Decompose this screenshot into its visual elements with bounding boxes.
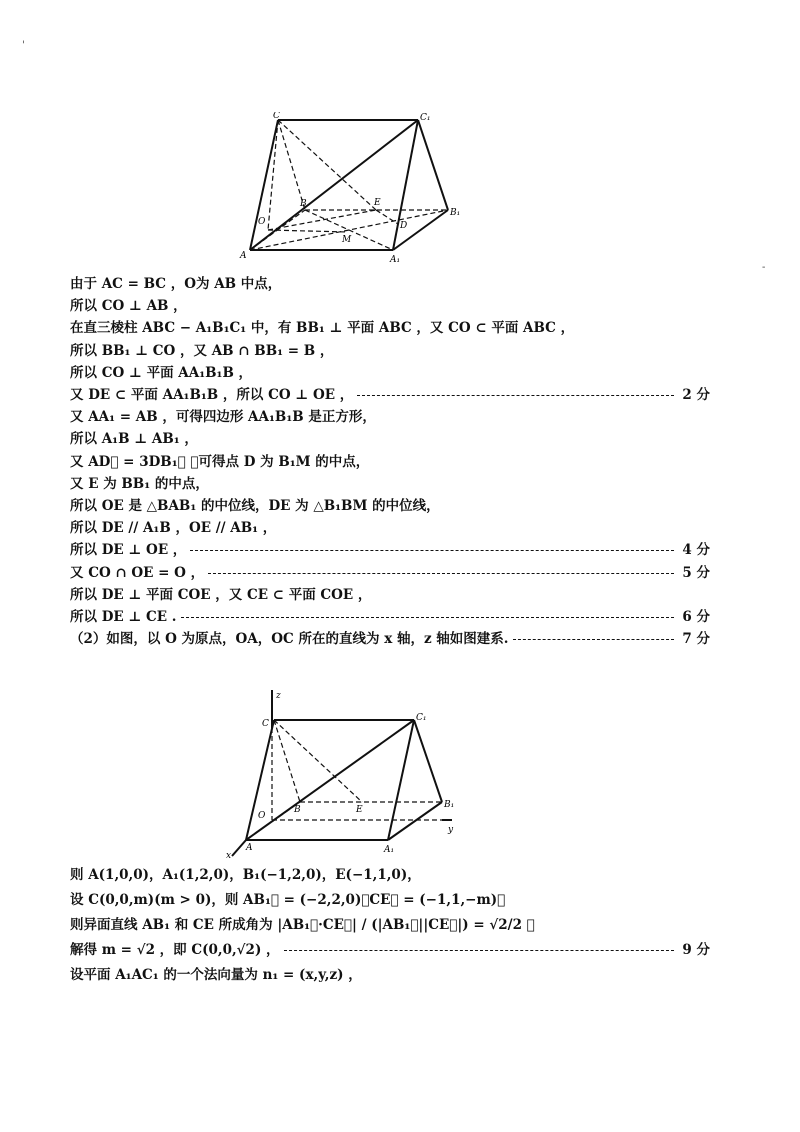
- label-A: A: [240, 251, 247, 261]
- solution-line: [70, 891, 710, 909]
- label-M: M: [342, 235, 352, 245]
- label-B1: B₁: [450, 208, 461, 218]
- score-mark: 4 分: [682, 542, 710, 559]
- label-B: B: [294, 805, 301, 815]
- label-O: O: [258, 811, 266, 821]
- scan-mark: -: [762, 262, 766, 273]
- label-C1: C₁: [416, 713, 427, 723]
- leader-dots: [190, 550, 674, 551]
- solution-line-text: 设平面 A₁AC₁ 的一个法向量为 n₁ = (x,y,z) ，: [70, 967, 362, 983]
- solution-line: [70, 453, 710, 471]
- solution-line: [70, 541, 710, 559]
- solution-line: [70, 342, 710, 360]
- label-E: E: [374, 198, 381, 208]
- solution-line-text: 设 C(0,0,m)(m > 0)，则 AB₁⃗ = (−2,2,0)，CE⃗ = (−1,1,−m)，: [70, 892, 506, 908]
- solution-line-text: 所以 CO ⊥ AB ，: [70, 298, 187, 315]
- label-z: z: [276, 691, 281, 701]
- leader-dots: [181, 617, 675, 618]
- label-B: B: [300, 199, 307, 209]
- solution-line: [70, 564, 710, 582]
- solution-line: [70, 386, 710, 404]
- solution-line: [70, 497, 710, 515]
- solution-line: [70, 430, 710, 448]
- label-A1: A₁: [390, 255, 401, 265]
- solution-line: [70, 275, 710, 293]
- solution-line: [70, 586, 710, 604]
- solution-line: [70, 608, 710, 626]
- score-mark: 5 分: [682, 564, 710, 581]
- solution-line-text: 所以 DE ⊥ 平面 COE ，又 CE ⊂ 平面 COE ，: [70, 586, 372, 603]
- solution-line-text: 又 E 为 BB₁ 的中点，: [70, 475, 209, 492]
- solution-line-text: 所以 DE ⊥ CE .: [70, 609, 177, 625]
- label-D: D: [400, 221, 408, 231]
- solution-line: [70, 364, 710, 382]
- leader-dots: [513, 639, 675, 640]
- solution-line-text: 所以 DE ⊥ OE ，: [70, 542, 187, 559]
- solution-line: [70, 519, 710, 537]
- label-y: y: [448, 825, 454, 835]
- score-mark: 9 分: [682, 942, 710, 958]
- score-mark: 7 分: [682, 631, 710, 648]
- figure-prism-2: [222, 690, 472, 860]
- solution-line-text: 则异面直线 AB₁ 和 CE 所成角为 |AB₁⃗·CE⃗| / (|AB₁⃗||CE⃗|) = √2/2 ，: [70, 917, 535, 933]
- solution-line-text: 所以 CO ⊥ 平面 AA₁B₁B ，: [70, 364, 253, 381]
- solution-line-text: 又 DE ⊂ 平面 AA₁B₁B ，所以 CO ⊥ OE ，: [70, 387, 354, 403]
- solution-line-text: 在直三棱柱 ABC − A₁B₁C₁ 中，有 BB₁ ⊥ 平面 ABC ，又 CO ⊂ 平面 ABC ，: [70, 320, 575, 337]
- solution-line-text: 又 AA₁ = AB ，可得四边形 AA₁B₁B 是正方形，: [70, 409, 376, 426]
- solution-line-text: 则 A(1,0,0)，A₁(1,2,0)，B₁(−1,2,0)，E(−1,1,0)，: [70, 867, 421, 883]
- score-mark: 2 分: [682, 387, 710, 403]
- leader-dots: [357, 395, 674, 396]
- solution-line: [70, 319, 710, 337]
- solution-line: [70, 630, 710, 648]
- solution-line: [70, 916, 710, 934]
- solution-line: [70, 408, 710, 426]
- solution-line: [70, 866, 710, 884]
- solution-line-text: 所以 A₁B ⊥ AB₁ ，: [70, 431, 198, 448]
- label-C: C: [262, 719, 269, 729]
- solution-line: [70, 475, 710, 493]
- solution-line-text: 由于 AC = BC ，O为 AB 中点，: [70, 276, 282, 292]
- label-C1: C₁: [420, 113, 431, 123]
- label-A1: A₁: [384, 845, 395, 855]
- solution-line: [70, 297, 710, 315]
- leader-dots: [284, 950, 675, 951]
- solution-line-text: 所以 DE // A₁B ，OE // AB₁ ，: [70, 520, 277, 537]
- leader-dots: [208, 573, 674, 574]
- solution-line-text: 解得 m = √2 ，即 C(0,0,√2) ，: [70, 942, 280, 958]
- label-x: x: [226, 851, 232, 860]
- solution-line: [70, 941, 710, 959]
- label-A: A: [246, 843, 253, 853]
- label-B1: B₁: [444, 800, 455, 810]
- solution-line: [70, 966, 710, 984]
- scan-mark: ': [22, 40, 25, 51]
- figure-prism-1: [230, 112, 480, 270]
- solution-line-text: 又 AD⃗ = 3DB₁⃗ ，可得点 D 为 B₁M 的中点，: [70, 453, 370, 470]
- solution-line-text: （2）如图，以 O 为原点，OA，OC 所在的直线为 x 轴，z 轴如图建系.: [70, 631, 509, 648]
- label-C: C: [273, 112, 280, 121]
- label-O: O: [258, 217, 266, 227]
- solution-line-text: 所以 OE 是 △BAB₁ 的中位线，DE 为 △B₁BM 的中位线，: [70, 498, 440, 514]
- solution-line-text: 又 CO ∩ OE = O ，: [70, 564, 205, 581]
- score-mark: 6 分: [682, 609, 710, 625]
- solution-line-text: 所以 BB₁ ⊥ CO ，又 AB ∩ BB₁ = B ，: [70, 342, 334, 359]
- label-E: E: [356, 805, 363, 815]
